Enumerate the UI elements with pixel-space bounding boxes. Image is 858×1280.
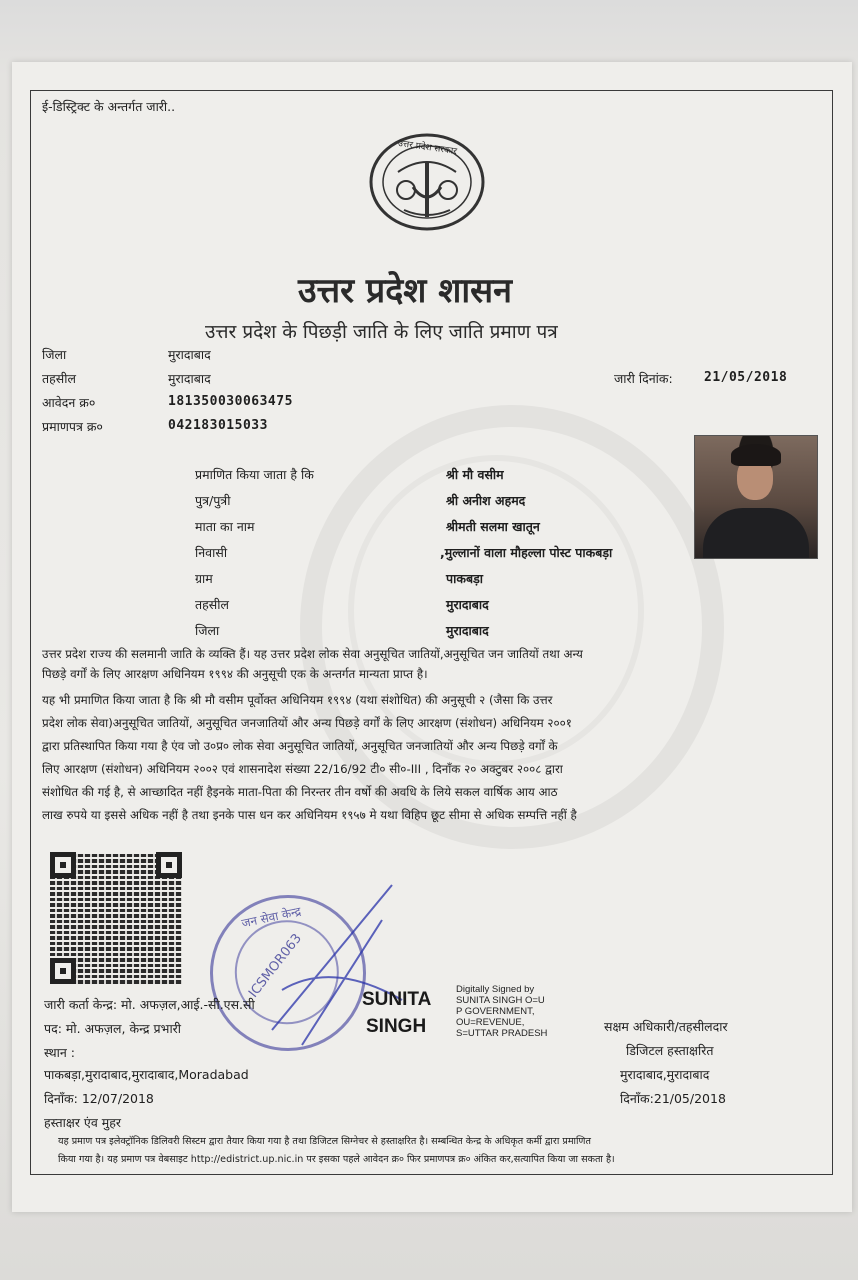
stamp-ring-text: जन सेवा केन्द्र xyxy=(240,904,303,931)
issuer-post: पद: मो. अफज़ल, केन्द्र प्रभारी xyxy=(44,1021,182,1036)
authority-place: मुरादाबाद,मुरादाबाद xyxy=(620,1067,710,1082)
page-subtitle: उत्तर प्रदेश के पिछड़ी जाति के लिए जाति प्रमाण पत्र xyxy=(205,321,558,343)
qr-code-icon xyxy=(50,852,182,984)
para2-line5: संशोधित की गई है, से आच्छादित नहीं हैइनके माता-पिता की निरन्तर तीन वर्षो की अवधि के लिये सकल वार्षिक आय आठ xyxy=(42,785,558,799)
para1-line2: पिछड़े वर्गों के लिए आरक्षण अधिनियम १९९४ की अनुसूची एक के अन्तर्गत मान्यता प्राप्त है। xyxy=(42,667,428,681)
issuer-place-label: स्थान : xyxy=(44,1045,75,1060)
para2-line6: लाख रुपये या इससे अधिक नहीं है तथा इनके पास धन कर अधिनियम १९५७ मे यथा विहिप छूट सीमा से अधिक सम्पत्ति नहीं है xyxy=(42,808,577,822)
footer-line2: किया गया है। यह प्रमाण पत्र वेबसाइट http://edistrict.up.nic.in पर इसका पहले आवेदन क्र० फिर प्रमाणपत्र क्र० अंकित कर,सत्यापित किया जा सकता है। xyxy=(58,1154,615,1165)
detail-label-father: पुत्र/पुत्री xyxy=(195,493,231,508)
tehsil-label: तहसील xyxy=(42,371,76,386)
digital-sign-meta-3: P GOVERNMENT, xyxy=(456,1006,535,1017)
digital-sign-meta-5: S=UTTAR PRADESH xyxy=(456,1028,548,1039)
detail-value-district: मुरादाबाद xyxy=(446,623,489,638)
digital-sign-meta-1: Digitally Signed by xyxy=(456,984,535,995)
detail-label-mother: माता का नाम xyxy=(195,519,255,534)
detail-value-resident: ,मुल्लानों वाला मौहल्ला पोस्ट पाकबड़ा xyxy=(440,545,613,560)
stamp-code: ICSMOR063 xyxy=(246,931,305,1001)
detail-value-name: श्री मौ वसीम xyxy=(446,467,504,482)
para2-line3: द्वारा प्रतिस्थापित किया गया है एंव जो उ०प्र० लोक सेवा अनुसूचित जातियों, अनुसूचित जनजातियों और अन्य पिछड़े वर्गों के xyxy=(42,739,558,753)
detail-value-mother: श्रीमती सलमा खातून xyxy=(446,519,540,534)
footer-line1: यह प्रमाण पत्र इलेक्ट्रॉनिक डिलिवरी सिस्टम द्वारा तैयार किया गया है तथा डिजिटल सिग्नेचर से हस्ताक्षरित है। सम्बन्धित केन्द्र के अधिकृत कर्मी द्वारा प्रमाणित xyxy=(58,1136,591,1147)
digital-sign-name-line1: SUNITA xyxy=(362,989,432,1010)
district-value: मुरादाबाद xyxy=(168,347,211,362)
issuer-place-value: पाकबड़ा,मुरादाबाद,मुरादाबाद,Moradabad xyxy=(44,1067,249,1082)
certificate-label: प्रमाणपत्र क्र० xyxy=(42,419,103,434)
digital-sign-meta-4: OU=REVENUE, xyxy=(456,1017,525,1028)
authority-title: सक्षम अधिकारी/तहसीलदार xyxy=(604,1019,728,1034)
authority-date: दिनाँक:21/05/2018 xyxy=(620,1091,726,1106)
applicant-photo xyxy=(694,435,818,559)
application-value: 181350030063475 xyxy=(168,394,293,409)
para2-line2: प्रदेश लोक सेवा)अनुसूचित जातियों, अनुसूचित जनजातियों और अन्य पिछड़े वर्गों के लिए आरक्षण (संशोधन) अधिनियम २००१ xyxy=(42,716,572,730)
para1-line1: उत्तर प्रदेश राज्य की सलमानी जाति के व्यक्ति हैं। यह उत्तर प्रदेश लोक सेवा अनुसूचित जातियों,अनुसूचित जन जातियों तथा अन्य xyxy=(42,647,583,661)
detail-label-district: जिला xyxy=(195,623,220,638)
para2-line1: यह भी प्रमाणित किया जाता है कि श्री मौ वसीम पूर्वोक्त अधिनियम १९९४ (यथा संशोधित) की अनुसूची २ (जैसा कि उत्तर xyxy=(42,693,553,707)
issuer-date: दिनाँक: 12/07/2018 xyxy=(44,1091,154,1106)
tehsil-value: मुरादाबाद xyxy=(168,371,211,386)
application-label: आवेदन क्र० xyxy=(42,395,96,410)
certificate-value: 042183015033 xyxy=(168,418,268,433)
district-label: जिला xyxy=(42,347,67,362)
digital-sign-name-line2: SINGH xyxy=(366,1016,427,1037)
detail-label-resident: निवासी xyxy=(195,545,228,560)
issuer-center: जारी कर्ता केन्द्र: मो. अफज़ल,आई.-सी.एस.सी xyxy=(44,997,255,1012)
page-title: उत्तर प्रदेश शासन xyxy=(298,271,513,311)
issuer-sign-label: हस्ताक्षर एंव मुहर xyxy=(44,1115,121,1130)
emblem-text: उत्तर प्रदेश सरकार xyxy=(397,138,458,158)
header-note: ई-डिस्ट्रिक्ट के अन्तर्गत जारी.. xyxy=(42,99,176,114)
digital-sign-meta-2: SUNITA SINGH O=U xyxy=(456,995,545,1006)
detail-label-tehsil: तहसील xyxy=(195,597,229,612)
issue-date-value: 21/05/2018 xyxy=(704,370,788,385)
detail-label-certified: प्रमाणित किया जाता है कि xyxy=(195,467,314,482)
authority-signed: डिजिटल हस्ताक्षरित xyxy=(626,1043,714,1058)
detail-label-village: ग्राम xyxy=(195,571,213,586)
detail-value-tehsil: मुरादाबाद xyxy=(446,597,489,612)
issue-date-label: जारी दिनांक: xyxy=(614,371,673,386)
para2-line4: लिए आरक्षण (संशोधन) अधिनियम २००२ एवं शासनादेश संख्या 22/16/92 टी० सी०-III , दिनाँक २० अक्टुबर २००८ द्वारा xyxy=(42,762,563,776)
detail-value-village: पाकबड़ा xyxy=(446,571,484,586)
detail-value-father: श्री अनीश अहमद xyxy=(446,493,526,508)
